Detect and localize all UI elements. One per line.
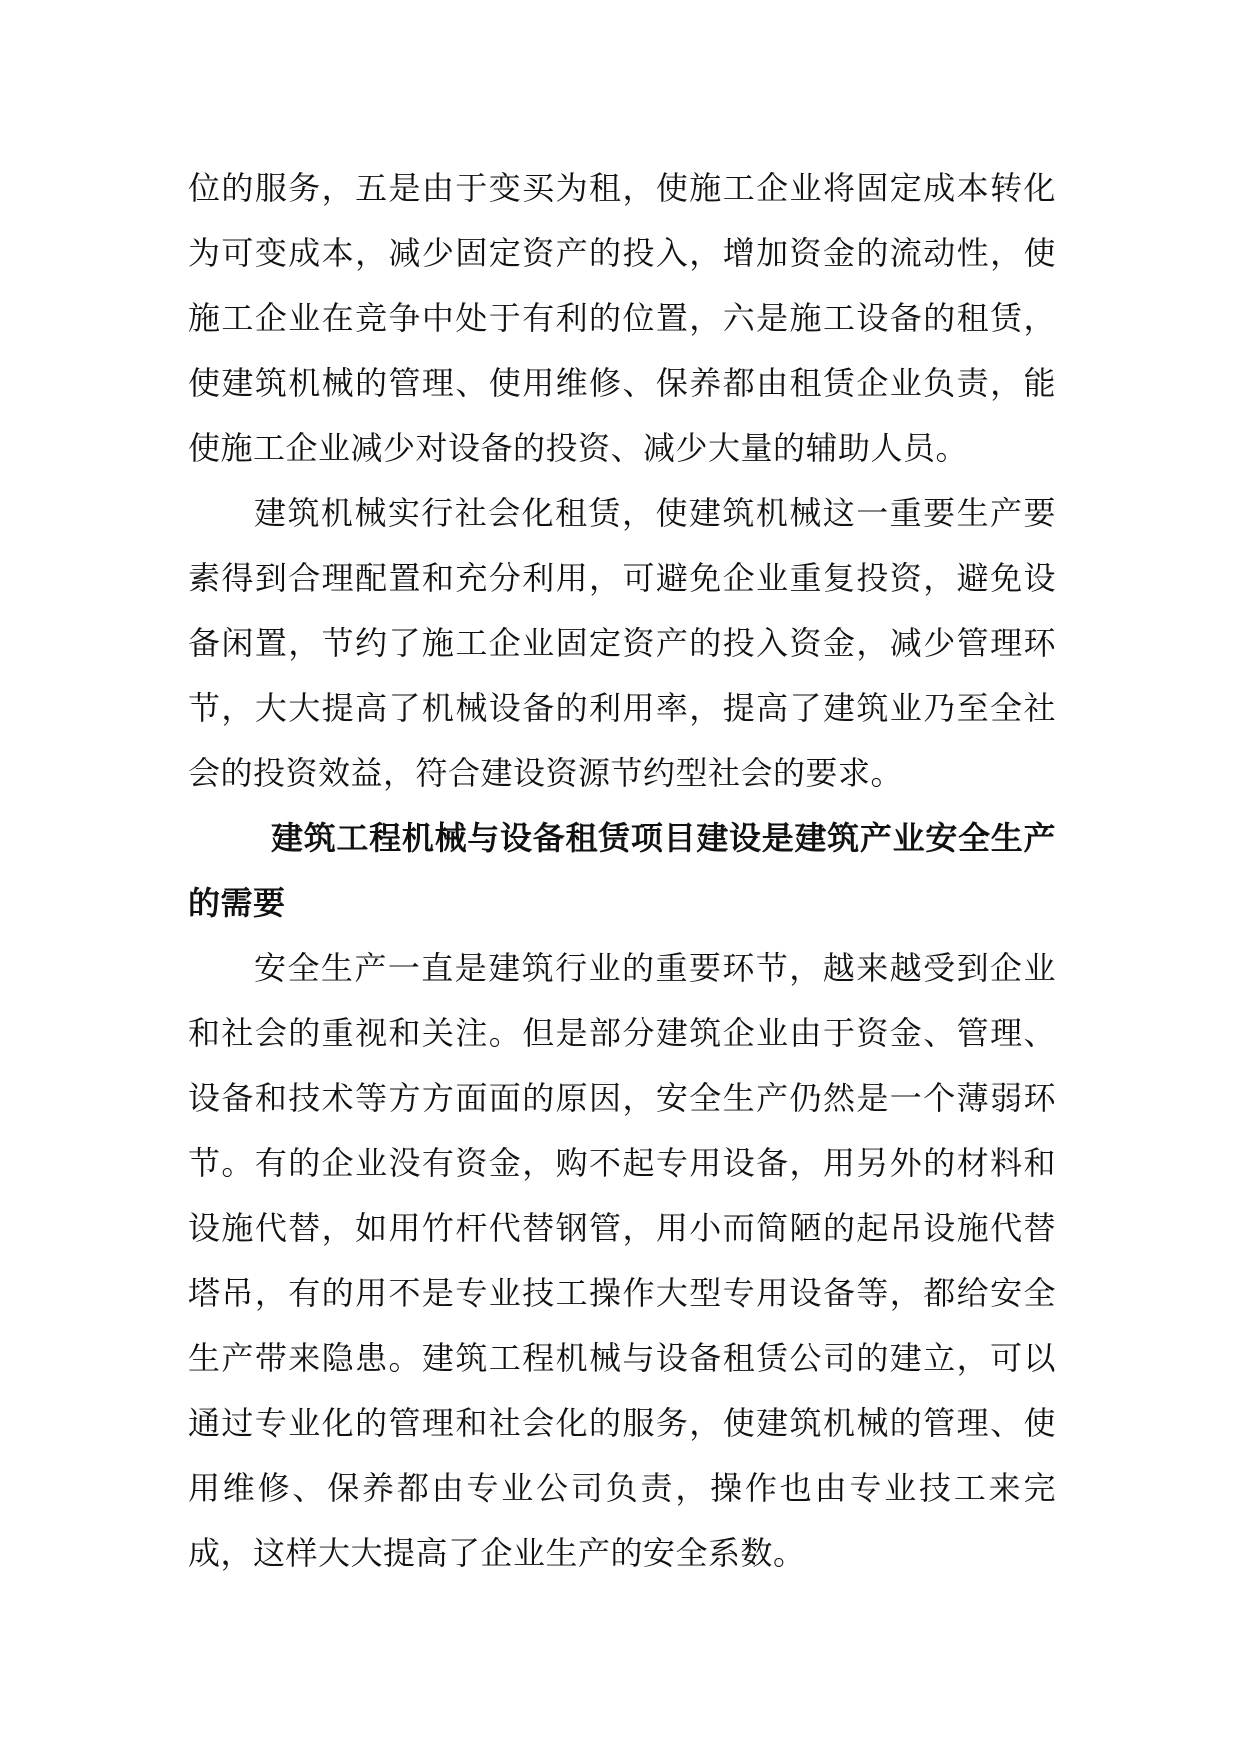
paragraph-continuation: 位的服务，五是由于变买为租，使施工企业将固定成本转化为可变成本，减少固定资产的投入，增加资金的流动性，使施工企业在竞争中处于有利的位置，六是施工设备的租赁，使建筑机械的管理、使用维修、保养都由租赁企业负责，能使施工企业减少对设备的投资、减少大量的辅助人员。 xyxy=(188,169,1056,467)
paragraph-social-leasing: 建筑机械实行社会化租赁，使建筑机械这一重要生产要素得到合理配置和充分利用，可避免企业重复投资，避免设备闲置，节约了施工企业固定资产的投入资金，减少管理环节，大大提高了机械设备的利用率，提高了建筑业乃至全社会的投资效益，符合建设资源节约型社会的要求。 xyxy=(188,494,1056,792)
section-heading: 建筑工程机械与设备租赁项目建设是建筑产业安全生产的需要 xyxy=(188,819,1056,922)
paragraph-safety-production: 安全生产一直是建筑行业的重要环节，越来越受到企业和社会的重视和关注。但是部分建筑企业由于资金、管理、设备和技术等方方面面的原因，安全生产仍然是一个薄弱环节。有的企业没有资金，购不起专用设备，用另外的材料和设施代替，如用竹杆代替钢管，用小而简陋的起吊设施代替塔吊，有的用不是专业技工操作大型专用设备等，都给安全生产带来隐患。建筑工程机械与设备租赁公司的建立，可以通过专业化的管理和社会化的服务，使建筑机械的管理、使用维修、保养都由专业公司负责，操作也由专业技工来完成，这样大大提高了企业生产的安全系数。 xyxy=(188,949,1056,1572)
document-body xyxy=(188,156,1056,1586)
